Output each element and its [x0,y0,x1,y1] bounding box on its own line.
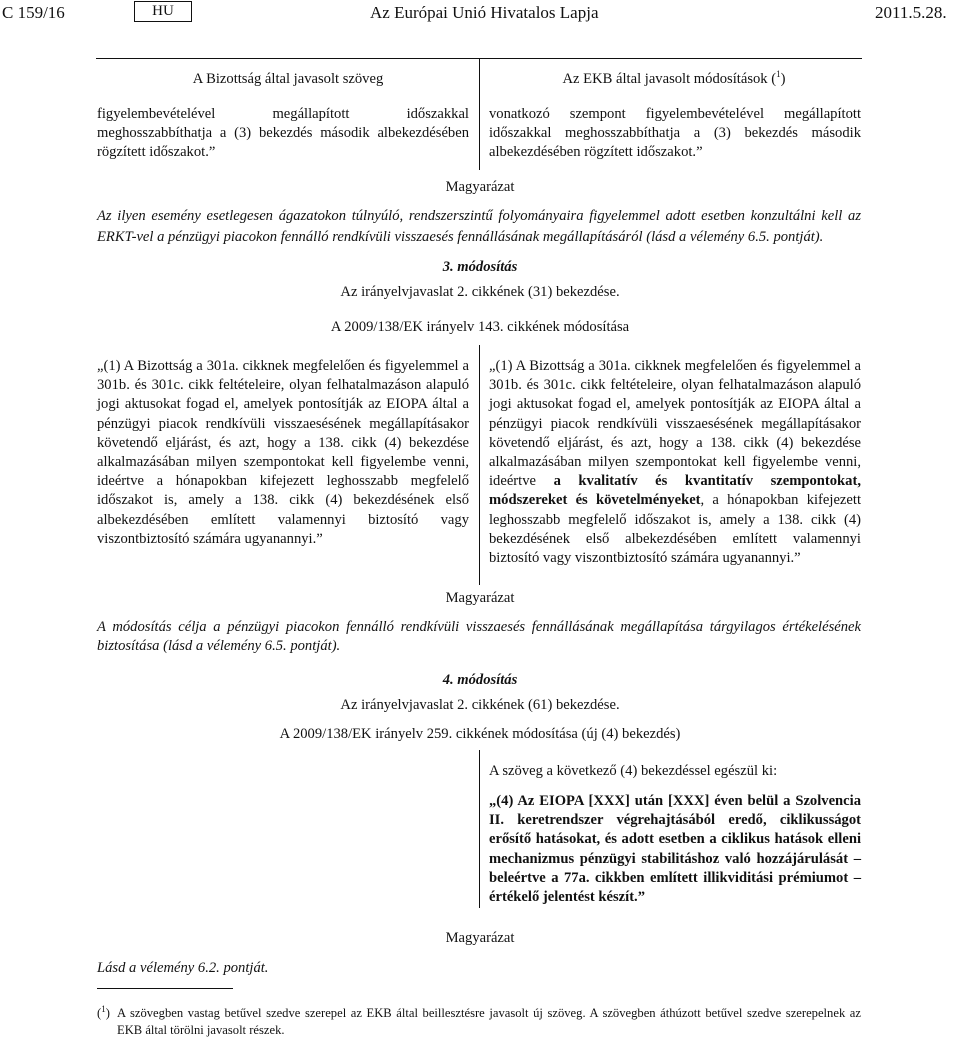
amendment-3-directive: A 2009/138/EK irányelv 143. cikkének módosítása [330,319,630,335]
amendment-text-right: vonatkozó szempont figyelembevételével megállapított időszakkal meghosszabbíthatja a (3) bekezdés második albekezdésében rögzített időszakot.” [489,106,861,161]
footnote-text: A szövegben vastag betűvel szedve szerepel az EKB által beillesztésre javasolt új szöveg. A szövegben áthúzott betűvel szedve szerepelnek az EKB által törölni javasolt részek. [117,1006,861,1037]
footnote: ($^1$) A szövegben vastag betűvel szedve szerepel az EKB által beillesztésre javasolt új szöveg. A szövegben áthúzott betűvel szedve szerepelnek az EKB által törölni javasolt részek. [97,1003,861,1037]
explanation-text: A módosítás célja a pénzügyi piacokon fennálló rendkívüli visszaesés fennállásának megállapítása tárgyilagos értékelésének biztosítása (lásd a vélemény 6.5. pontját). [97,619,861,655]
explanation-heading: Magyarázat [445,930,515,946]
amendment-4-directive: A 2009/138/EK irányelv 259. cikkének módosítása (új (4) bekezdés) [279,726,681,742]
amendment-4-title: 4. módosítás [442,672,518,688]
inserted-paragraph: „(4) Az EIOPA [XXX] után [XXX] éven belül a Szolvencia II. keretrendszer végrehajtásából eredő, ciklikusságot erősítő hatásokat, és adott esetben a ciklikus hatások elleni mechanizmus pénzügyi stabilitáshoz való hozzájárulását – beleértve a 77a. cikkben említett illikviditási prémiumot – értékelő jelentést készít.” [489,793,861,906]
right-column-header: Az EKB által javasolt módosítások ($^1$) [562,69,786,87]
amendment-3-subtitle: Az irányelvjavaslat 2. cikkének (31) bekezdése. [340,284,620,300]
explanation-text: Az ilyen esemény esetlegesen ágazatokon túlnyúló, rendszerszintű folyományaira figyelemmel adott esetben konzultálni kell az ERKT-vel a pénzügyi piacokon fennálló rendkívüli visszaesés fennállásának megállapításáról (lásd a vélemény 6.5. pontját). [97,208,861,245]
page-reference: C 159/16 [2,3,65,22]
amendment-intro-text: A szöveg a következő (4) bekezdéssel egészül ki: [489,763,778,779]
explanation-text: Lásd a vélemény 6.2. pontját. [97,960,269,976]
footnote-mark: 1 [101,1003,106,1014]
explanation-heading: Magyarázat [445,179,515,195]
left-column-header: A Bizottság által javasolt szöveg [192,71,384,87]
amendment-3-title: 3. módosítás [442,259,518,275]
footnote-rule [97,988,233,989]
language-code-box: HU [134,1,192,22]
inserted-text: a kvalitatív és kvantitatív szempontokat, módszereket és követelményeket [489,473,861,509]
journal-title: Az Európai Unió Hivatalos Lapja [370,3,599,22]
proposal-text-left: „(1) A Bizottság a 301a. cikknek megfelelően és figyelemmel a 301b. és 301c. cikk feltételeire, olyan felhatalmazáson alapuló jogi aktusokat fogad el, amelyek pontosítják az EIOPA által a pénzügyi piacok rendkívüli visszaesésének megállapításakor követendő eljárást, és azt, hogy a 138. cikk (4) bekezdése alkalmazásában milyen szempontokat kell figyelembe venni, ideértve a hónapokban kifejezett leghosszabb megfelelő időszakot is, amely a 138. cikk (4) bekezdésének első albekezdésében említett valamennyi biztosító vagy viszontbiztosító számára ugyanannyi.” [97,358,469,547]
column-divider [479,750,480,908]
footnote-reference: 1 [776,69,781,80]
explanation-heading: Magyarázat [445,590,515,606]
publication-date: 2011.5.28. [875,3,947,22]
amendment-text-right: „(1) A Bizottság a 301a. cikknek megfelelően és figyelemmel a 301b. és 301c. cikk feltételeire, olyan felhatalmazáson alapuló jogi aktusokat fogad el, amelyek pontosítják az EIOPA által a pénzügyi piacok rendkívüli visszaesésének megállapításakor követendő eljárást, és azt, hogy a 138. cikk (4) bekezdése alkalmazásában milyen szempontokat kell figyelembe venni, ideértve a kvalitatív és kvantitatív szempontokat, módszereket és követelményeket, a hónapokban kifejezett leghosszabb megfelelő időszakot is, amely a 138. cikk (4) bekezdésének első albekezdésében említett valamennyi biztosító vagy viszontbiztosító számára ugyanannyi.” [489,358,861,567]
amendment-4-subtitle: Az irányelvjavaslat 2. cikkének (61) bekezdése. [340,697,620,713]
column-divider [479,345,480,585]
proposal-text-left: figyelembevételével megállapított időszakkal meghosszabbíthatja a (3) bekezdés második albekezdésében rögzített időszakot.” [97,106,469,161]
